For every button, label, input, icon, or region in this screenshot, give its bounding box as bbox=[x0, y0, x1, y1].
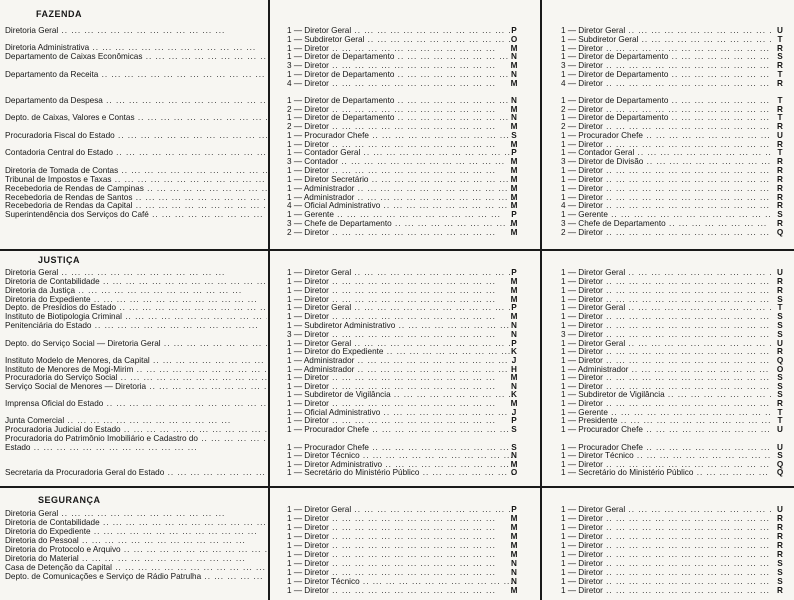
position-entry: 1 — Presidente .. .. bbox=[561, 416, 771, 426]
pay-grade-letter: S bbox=[511, 443, 517, 452]
position-entry: 1 — Gerente .. .. bbox=[561, 408, 771, 418]
pay-grade-letter: P bbox=[511, 26, 517, 35]
position-entry: 1 — Diretor .. .. bbox=[287, 166, 513, 176]
position-entry: 1 — Diretor .. .. bbox=[561, 295, 771, 305]
pay-grade-letter: N bbox=[511, 330, 517, 339]
department-name: Departamento de Caixas Econômicas .. .. bbox=[5, 52, 267, 62]
pay-grade-letter: M bbox=[510, 79, 518, 88]
position-entry: 2 — Diretor .. .. bbox=[287, 105, 513, 115]
pay-grade-letter: R bbox=[777, 532, 783, 541]
position-entry: 1 — Diretor .. .. bbox=[561, 523, 771, 533]
position-entry: 1 — Diretor .. .. bbox=[287, 140, 513, 150]
position-entry: 1 — Secretário do Ministério Público .. .. bbox=[561, 468, 771, 478]
position-entry: 1 — Gerente .. .. bbox=[561, 210, 771, 220]
pay-grade-letter: R bbox=[777, 122, 783, 131]
department-name: Instituto de Biotipologia Criminal .. .. bbox=[5, 312, 267, 322]
position-entry: 1 — Subdiretor Geral .. .. bbox=[287, 35, 513, 45]
pay-grade-letter: R bbox=[777, 277, 783, 286]
department-name: Instituto de Menores de Mogi-Mirim .. .. bbox=[5, 365, 267, 375]
position-entry: 1 — Diretor .. .. bbox=[287, 312, 513, 322]
position-entry: 1 — Diretor Geral .. .. bbox=[561, 268, 771, 278]
department-name: Diretoria de Contabilidade .. .. bbox=[5, 518, 267, 528]
department-name: Depto. de Comunicações e Serviço de Rádio Patrulha .. .. bbox=[5, 572, 267, 582]
department-name: Diretoria do Expediente .. .. bbox=[5, 527, 267, 537]
position-entry: 3 — Chefe de Departamento .. .. bbox=[561, 219, 771, 229]
position-entry: 1 — Diretor Geral .. .. bbox=[287, 339, 513, 349]
position-entry: 1 — Oficial Administrativo .. .. bbox=[287, 408, 513, 418]
position-entry: 1 — Diretor .. .. bbox=[561, 373, 771, 383]
pay-grade-letter: T bbox=[777, 408, 783, 417]
position-entry: 1 — Diretor .. .. bbox=[287, 541, 513, 551]
section-title-seguranca: SEGURANÇA bbox=[38, 495, 101, 505]
position-entry: 1 — Procurador Chefe .. .. bbox=[287, 425, 513, 435]
pay-grade-letter: N bbox=[511, 559, 517, 568]
section-divider-justica bbox=[0, 249, 794, 251]
pay-grade-letter: S bbox=[777, 210, 783, 219]
department-name: Secretaria da Procuradoria Geral do Estado .. .. bbox=[5, 468, 267, 478]
department-name: Diretoria Geral .. .. bbox=[5, 26, 267, 36]
pay-grade-letter: S bbox=[777, 295, 783, 304]
pay-grade-letter: T bbox=[777, 148, 783, 157]
pay-grade-letter: S bbox=[777, 568, 783, 577]
position-entry: 1 — Diretor .. .. bbox=[287, 373, 513, 383]
pay-grade-letter: M bbox=[510, 550, 518, 559]
pay-grade-letter: S bbox=[511, 425, 517, 434]
pay-grade-letter: N bbox=[511, 321, 517, 330]
position-entry: 1 — Subdiretor Administrativo .. .. bbox=[287, 321, 513, 331]
position-entry: 1 — Contador Geral .. .. bbox=[287, 148, 513, 158]
department-name: Procuradoria do Patrimônio Imobiliário e Cadastro do .. .. bbox=[5, 434, 267, 444]
position-entry: 1 — Diretor .. .. bbox=[561, 532, 771, 542]
position-entry: 1 — Subdiretor de Vigilância .. .. bbox=[561, 390, 771, 400]
position-entry: 1 — Procurador Chefe .. .. bbox=[561, 131, 771, 141]
pay-grade-letter: M bbox=[510, 44, 518, 53]
position-entry: 1 — Diretor .. .. bbox=[561, 286, 771, 296]
pay-grade-letter: R bbox=[777, 140, 783, 149]
pay-grade-letter: U bbox=[777, 26, 783, 35]
department-name: Diretoria da Justiça .. .. bbox=[5, 286, 267, 296]
pay-grade-letter: S bbox=[777, 451, 783, 460]
position-entry: 1 — Diretor de Departamento .. .. bbox=[561, 113, 771, 123]
pay-grade-letter: M bbox=[510, 460, 518, 469]
pay-grade-letter: R bbox=[777, 201, 783, 210]
position-entry: 3 — Diretor .. .. bbox=[561, 330, 771, 340]
position-entry: 1 — Diretor .. .. bbox=[287, 586, 513, 596]
position-entry: 1 — Diretor .. .. bbox=[287, 559, 513, 569]
department-name: Diretoria do Expediente .. .. bbox=[5, 295, 267, 305]
position-entry: 1 — Procurador Chefe .. .. bbox=[287, 131, 513, 141]
department-name: Departamento da Despesa .. .. bbox=[5, 96, 267, 106]
pay-grade-letter: Q bbox=[776, 460, 784, 469]
position-entry: 1 — Subdiretor Geral .. .. bbox=[561, 35, 771, 45]
pay-grade-letter: U bbox=[777, 443, 783, 452]
department-name: Recebedoria de Rendas de Santos .. .. bbox=[5, 193, 267, 203]
pay-grade-letter: M bbox=[510, 157, 518, 166]
pay-grade-letter: R bbox=[777, 541, 783, 550]
position-entry: 1 — Diretor Geral .. .. bbox=[287, 26, 513, 36]
position-entry: 3 — Diretor de Divisão .. .. bbox=[561, 157, 771, 167]
department-name: Departamento da Receita .. .. bbox=[5, 70, 267, 80]
position-entry: 1 — Diretor Geral .. .. bbox=[287, 303, 513, 313]
pay-grade-letter: S bbox=[777, 382, 783, 391]
pay-grade-letter: R bbox=[777, 105, 783, 114]
pay-grade-letter: P bbox=[511, 339, 517, 348]
pay-grade-letter: M bbox=[510, 586, 518, 595]
position-entry: 4 — Diretor .. .. bbox=[561, 201, 771, 211]
position-entry: 1 — Diretor .. .. bbox=[561, 175, 771, 185]
pay-grade-letter: R bbox=[777, 193, 783, 202]
pay-grade-letter: R bbox=[777, 157, 783, 166]
pay-grade-letter: P bbox=[511, 148, 517, 157]
pay-grade-letter: S bbox=[777, 321, 783, 330]
position-entry: 1 — Diretor .. .. bbox=[561, 140, 771, 150]
department-name: Depto. do Serviço Social — Diretoria Geral .. .. bbox=[5, 339, 267, 349]
pay-grade-letter: R bbox=[777, 586, 783, 595]
department-name: Procuradoria Judicial do Estado .. .. bbox=[5, 425, 267, 435]
pay-grade-letter: M bbox=[510, 219, 518, 228]
pay-grade-letter: R bbox=[777, 347, 783, 356]
section-divider-seguranca bbox=[0, 486, 794, 488]
pay-grade-letter: T bbox=[777, 35, 783, 44]
pay-grade-letter: U bbox=[777, 339, 783, 348]
department-name: Contadoria Central do Estado .. .. bbox=[5, 148, 267, 158]
position-entry: 1 — Administrador .. .. bbox=[287, 184, 513, 194]
pay-grade-letter: U bbox=[777, 268, 783, 277]
pay-grade-letter: K bbox=[511, 347, 517, 356]
position-entry: 1 — Diretor .. .. bbox=[287, 416, 513, 426]
position-entry: 1 — Diretor de Departamento .. .. bbox=[287, 70, 513, 80]
pay-grade-letter: R bbox=[777, 550, 783, 559]
position-entry: 1 — Diretor de Departamento .. .. bbox=[561, 70, 771, 80]
position-entry: 1 — Diretor .. .. bbox=[561, 312, 771, 322]
department-name: Depto. de Presídios do Estado .. .. bbox=[5, 303, 267, 313]
pay-grade-letter: M bbox=[510, 105, 518, 114]
department-name: Diretoria Geral .. .. bbox=[5, 268, 267, 278]
pay-grade-letter: R bbox=[777, 514, 783, 523]
position-entry: 1 — Diretor .. .. bbox=[561, 382, 771, 392]
column-divider-right bbox=[540, 0, 542, 600]
position-entry: 1 — Diretor Geral .. .. bbox=[561, 339, 771, 349]
department-name: Junta Comercial .. .. bbox=[5, 416, 267, 426]
position-entry: 1 — Diretor Secretário .. .. bbox=[287, 175, 513, 185]
pay-grade-letter: J bbox=[511, 356, 517, 365]
position-entry: 1 — Diretor de Departamento .. .. bbox=[287, 96, 513, 106]
position-entry: 1 — Diretor .. .. bbox=[561, 568, 771, 578]
position-entry: 1 — Diretor .. .. bbox=[561, 347, 771, 357]
position-entry: 1 — Diretor de Departamento .. .. bbox=[561, 96, 771, 106]
position-entry: 1 — Diretor Geral .. .. bbox=[561, 505, 771, 515]
department-name: Imprensa Oficial do Estado .. .. bbox=[5, 399, 267, 409]
position-entry: 1 — Diretor Geral .. .. bbox=[561, 26, 771, 36]
pay-grade-letter: M bbox=[510, 312, 518, 321]
pay-grade-letter: P bbox=[511, 416, 517, 425]
pay-grade-letter: M bbox=[510, 140, 518, 149]
department-name: Recebedoria de Rendas de Campinas .. .. bbox=[5, 184, 267, 194]
position-entry: 2 — Diretor .. .. bbox=[561, 228, 771, 238]
position-entry: 1 — Diretor .. .. bbox=[287, 382, 513, 392]
pay-grade-letter: P bbox=[511, 210, 517, 219]
pay-grade-letter: U bbox=[777, 505, 783, 514]
position-entry: 3 — Diretor .. .. bbox=[287, 61, 513, 71]
pay-grade-letter: S bbox=[777, 390, 783, 399]
position-entry: 1 — Diretor .. .. bbox=[287, 277, 513, 287]
pay-grade-letter: R bbox=[777, 79, 783, 88]
department-name: Procuradoria do Serviço Social .. .. bbox=[5, 373, 267, 383]
pay-grade-letter: M bbox=[510, 532, 518, 541]
pay-grade-letter: R bbox=[777, 219, 783, 228]
pay-grade-letter: O bbox=[510, 468, 518, 477]
department-name: Diretoria de Contabilidade .. .. bbox=[5, 277, 267, 287]
department-name: Casa de Detenção da Capital .. .. bbox=[5, 563, 267, 573]
pay-grade-letter: U bbox=[777, 425, 783, 434]
pay-grade-letter: M bbox=[510, 193, 518, 202]
position-entry: 1 — Diretor .. .. bbox=[287, 399, 513, 409]
pay-grade-letter: M bbox=[510, 201, 518, 210]
pay-grade-letter: T bbox=[777, 113, 783, 122]
position-entry: 1 — Diretor .. .. bbox=[561, 399, 771, 409]
pay-grade-letter: R bbox=[777, 175, 783, 184]
position-entry: 1 — Diretor Geral .. .. bbox=[287, 268, 513, 278]
pay-grade-letter: N bbox=[511, 451, 517, 460]
position-entry: 2 — Diretor .. .. bbox=[561, 105, 771, 115]
position-entry: 1 — Diretor .. .. bbox=[561, 321, 771, 331]
position-entry: 1 — Diretor .. .. bbox=[287, 514, 513, 524]
pay-grade-letter: M bbox=[510, 61, 518, 70]
position-entry: 1 — Diretor .. .. bbox=[287, 568, 513, 578]
position-entry: 1 — Diretor .. .. bbox=[561, 193, 771, 203]
pay-grade-letter: N bbox=[511, 52, 517, 61]
pay-grade-letter: Q bbox=[776, 356, 784, 365]
pay-grade-letter: S bbox=[511, 131, 517, 140]
position-entry: 1 — Administrador .. .. bbox=[287, 356, 513, 366]
position-entry: 1 — Diretor .. .. bbox=[561, 559, 771, 569]
position-entry: 1 — Procurador Chefe .. .. bbox=[287, 443, 513, 453]
department-name: Diretoria do Pessoal .. .. bbox=[5, 536, 267, 546]
position-entry: 3 — Contador .. .. bbox=[287, 157, 513, 167]
position-entry: 1 — Subdiretor de Vigilância .. .. bbox=[287, 390, 513, 400]
department-name: Estado .. .. bbox=[5, 443, 267, 453]
pay-grade-letter: Q bbox=[776, 228, 784, 237]
pay-grade-letter: M bbox=[510, 166, 518, 175]
department-name: Tribunal de Impostos e Taxas .. .. bbox=[5, 175, 267, 185]
column-divider-left bbox=[268, 0, 270, 600]
position-entry: 1 — Diretor .. .. bbox=[561, 541, 771, 551]
pay-grade-letter: S bbox=[777, 312, 783, 321]
pay-grade-letter: N bbox=[511, 382, 517, 391]
pay-grade-letter: R bbox=[777, 286, 783, 295]
department-name: Diretoria de Tomada de Contas .. .. bbox=[5, 166, 267, 176]
pay-grade-letter: R bbox=[777, 184, 783, 193]
position-entry: 1 — Diretor .. .. bbox=[287, 295, 513, 305]
department-name: Superintendência dos Serviços do Café .. .. bbox=[5, 210, 267, 220]
position-entry: 1 — Diretor Técnico .. .. bbox=[287, 577, 513, 587]
pay-grade-letter: M bbox=[510, 228, 518, 237]
position-entry: 1 — Administrador .. .. bbox=[287, 193, 513, 203]
pay-grade-letter: T bbox=[777, 303, 783, 312]
position-entry: 1 — Diretor .. .. bbox=[561, 586, 771, 596]
department-name: Recebedoria de Rendas da Capital .. .. bbox=[5, 201, 267, 211]
position-entry: 1 — Procurador Chefe .. .. bbox=[561, 443, 771, 453]
pay-grade-letter: N bbox=[511, 577, 517, 586]
position-entry: 4 — Diretor .. .. bbox=[561, 79, 771, 89]
position-entry: 1 — Diretor .. .. bbox=[561, 550, 771, 560]
pay-grade-letter: M bbox=[510, 541, 518, 550]
position-entry: 1 — Diretor .. .. bbox=[561, 460, 771, 470]
department-name: Penitenciária do Estado .. .. bbox=[5, 321, 267, 331]
position-entry: 1 — Diretor de Departamento .. .. bbox=[287, 52, 513, 62]
pay-grade-letter: S bbox=[777, 577, 783, 586]
pay-grade-letter: S bbox=[777, 52, 783, 61]
position-entry: 1 — Diretor .. .. bbox=[561, 184, 771, 194]
position-entry: 1 — Diretor .. .. bbox=[561, 577, 771, 587]
pay-grade-letter: S bbox=[777, 330, 783, 339]
department-name: Instituto Modelo de Menores, da Capital .. .. bbox=[5, 356, 267, 366]
position-entry: 1 — Contador Geral .. .. bbox=[561, 148, 771, 158]
position-entry: 1 — Diretor Técnico .. .. bbox=[561, 451, 771, 461]
position-entry: 1 — Diretor .. .. bbox=[287, 532, 513, 542]
position-entry: 1 — Diretor Geral .. .. bbox=[287, 505, 513, 515]
position-entry: 1 — Diretor .. .. bbox=[561, 277, 771, 287]
pay-grade-letter: N bbox=[511, 568, 517, 577]
position-entry: 3 — Diretor .. .. bbox=[287, 330, 513, 340]
pay-grade-letter: R bbox=[777, 399, 783, 408]
pay-grade-letter: M bbox=[510, 286, 518, 295]
position-entry: 1 — Secretário do Ministério Público .. .. bbox=[287, 468, 513, 478]
pay-grade-letter: T bbox=[777, 96, 783, 105]
pay-grade-letter: P bbox=[511, 303, 517, 312]
pay-grade-letter: T bbox=[777, 416, 783, 425]
position-entry: 3 — Chefe de Departamento .. .. bbox=[287, 219, 513, 229]
department-name: Diretoria do Protocolo e Arquivo .. .. bbox=[5, 545, 267, 555]
position-entry: 1 — Diretor Técnico .. .. bbox=[287, 451, 513, 461]
position-entry: 2 — Diretor .. .. bbox=[561, 122, 771, 132]
department-name: Diretoria Geral .. .. bbox=[5, 509, 267, 519]
position-entry: 1 — Diretor Administrativo .. .. bbox=[287, 460, 513, 470]
pay-grade-letter: U bbox=[777, 131, 783, 140]
pay-grade-letter: M bbox=[510, 122, 518, 131]
pay-grade-letter: P bbox=[511, 268, 517, 277]
pay-grade-letter: R bbox=[777, 523, 783, 532]
department-name: Diretoria do Material .. .. bbox=[5, 554, 267, 564]
position-entry: 3 — Diretor .. .. bbox=[561, 61, 771, 71]
position-entry: 1 — Diretor do Expediente .. .. bbox=[287, 347, 513, 357]
department-name: Serviço Social de Menores — Diretoria .. .. bbox=[5, 382, 267, 392]
position-entry: 1 — Diretor Geral .. .. bbox=[561, 303, 771, 313]
pay-grade-letter: Q bbox=[776, 468, 784, 477]
pay-grade-letter: R bbox=[777, 44, 783, 53]
pay-grade-letter: M bbox=[510, 373, 518, 382]
pay-grade-letter: J bbox=[511, 408, 517, 417]
position-entry: 2 — Diretor .. .. bbox=[287, 122, 513, 132]
position-entry: 1 — Procurador Chefe .. .. bbox=[561, 425, 771, 435]
pay-grade-letter: M bbox=[510, 295, 518, 304]
department-name: Procuradoria Fiscal do Estado .. .. bbox=[5, 131, 267, 141]
pay-grade-letter: P bbox=[511, 505, 517, 514]
department-name: Depto. de Caixas, Valores e Contas .. .. bbox=[5, 113, 267, 123]
pay-grade-letter: S bbox=[777, 373, 783, 382]
position-entry: 1 — Diretor de Departamento .. .. bbox=[287, 113, 513, 123]
position-entry: 1 — Administrador .. .. bbox=[561, 365, 771, 375]
position-entry: 1 — Diretor .. .. bbox=[287, 550, 513, 560]
position-entry: 1 — Administrador .. .. bbox=[287, 365, 513, 375]
position-entry: 1 — Diretor .. .. bbox=[287, 286, 513, 296]
pay-grade-letter: N bbox=[511, 113, 517, 122]
pay-grade-letter: O bbox=[776, 365, 784, 374]
position-entry: 1 — Diretor .. .. bbox=[561, 514, 771, 524]
pay-grade-letter: T bbox=[777, 70, 783, 79]
position-entry: 1 — Diretor .. .. bbox=[561, 44, 771, 54]
pay-grade-letter: R bbox=[777, 166, 783, 175]
pay-grade-letter: M bbox=[510, 175, 518, 184]
position-entry: 1 — Diretor .. .. bbox=[287, 523, 513, 533]
pay-grade-letter: M bbox=[510, 277, 518, 286]
position-entry: 4 — Diretor .. .. bbox=[287, 79, 513, 89]
pay-grade-letter: M bbox=[510, 523, 518, 532]
pay-grade-letter: M bbox=[510, 514, 518, 523]
pay-grade-letter: N bbox=[511, 96, 517, 105]
pay-grade-letter: K bbox=[511, 390, 517, 399]
position-entry: 1 — Diretor .. .. bbox=[561, 356, 771, 366]
pay-grade-letter: R bbox=[777, 61, 783, 70]
position-entry: 4 — Oficial Administrativo .. .. bbox=[287, 201, 513, 211]
position-entry: 1 — Gerente .. .. bbox=[287, 210, 513, 220]
position-entry: 1 — Diretor .. .. bbox=[561, 166, 771, 176]
pay-grade-letter: S bbox=[777, 559, 783, 568]
pay-grade-letter: N bbox=[511, 70, 517, 79]
pay-grade-letter: M bbox=[510, 184, 518, 193]
section-title-fazenda: FAZENDA bbox=[36, 9, 82, 19]
position-entry: 1 — Diretor .. .. bbox=[287, 44, 513, 54]
department-name: Diretoria Administrativa .. .. bbox=[5, 43, 267, 53]
pay-grade-letter: H bbox=[511, 365, 517, 374]
position-entry: 1 — Diretor de Departamento .. .. bbox=[561, 52, 771, 62]
pay-grade-letter: M bbox=[510, 399, 518, 408]
pay-grade-letter: O bbox=[510, 35, 518, 44]
position-entry: 2 — Diretor .. .. bbox=[287, 228, 513, 238]
section-title-justica: JUSTIÇA bbox=[38, 255, 81, 265]
